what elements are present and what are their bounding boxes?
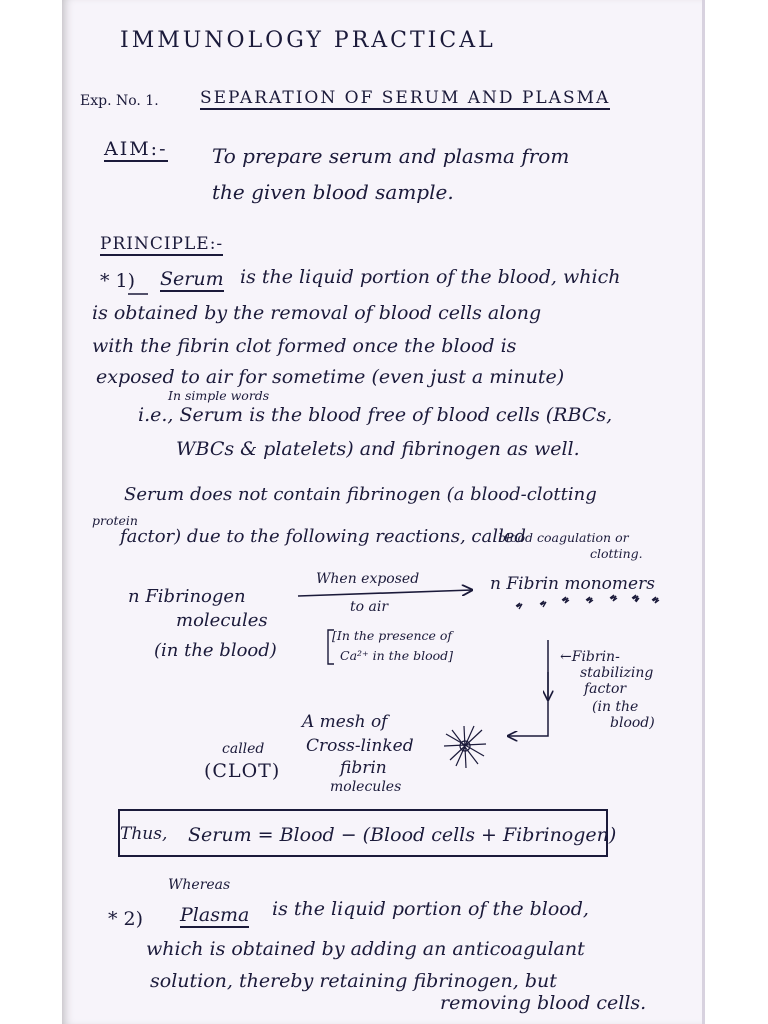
coagulation-note-2: clotting. bbox=[590, 546, 643, 561]
diagram-mesh-3: fibrin bbox=[340, 758, 387, 778]
aim-label: AIM:- bbox=[104, 138, 168, 160]
diagram-stabilizing-1: ←Fibrin- bbox=[560, 649, 620, 665]
serum-term: Serum bbox=[160, 268, 224, 290]
protein-insert: protein bbox=[92, 513, 138, 528]
plasma-bullet: * 2) bbox=[108, 908, 144, 930]
serum-line-1: is the liquid portion of the blood, which bbox=[240, 266, 621, 288]
diagram-mesh-1: A mesh of bbox=[302, 712, 388, 732]
serum-insert: In simple words bbox=[168, 388, 270, 403]
serum-bullet: * 1) bbox=[100, 270, 136, 292]
plasma-line-4: removing blood cells. bbox=[440, 992, 647, 1014]
condition-bracket bbox=[328, 630, 334, 664]
diagram-called: called bbox=[222, 741, 265, 757]
fibrinogen-line-2: factor) due to the following reactions, called bbox=[120, 526, 526, 547]
serum-line-3: with the fibrin clot formed once the blood is bbox=[92, 335, 517, 357]
serum-line-2: is obtained by the removal of blood cells along bbox=[92, 302, 542, 324]
diagram-mesh-2: Cross-linked bbox=[306, 736, 414, 756]
serum-line-5: i.e., Serum is the blood free of blood cells (RBCs, bbox=[138, 404, 613, 426]
serum-line-4: exposed to air for sometime (even just a minute) bbox=[96, 366, 565, 388]
coagulation-note-1: blood coagulation or bbox=[498, 530, 629, 545]
diagram-condition-2: Ca²⁺ in the blood] bbox=[340, 648, 453, 663]
diagram-monomers: n Fibrin monomers bbox=[490, 574, 655, 594]
stabilizing-path bbox=[508, 640, 548, 736]
diagram-stabilizing-4: (in the bbox=[592, 699, 639, 715]
experiment-name: SEPARATION OF SERUM AND PLASMA bbox=[200, 88, 611, 108]
diagram-fibrinogen-3: (in the blood) bbox=[154, 640, 277, 661]
page-title: IMMUNOLOGY PRACTICAL bbox=[120, 28, 496, 53]
fibrin-mesh-icon bbox=[444, 726, 486, 768]
whereas-insert: Whereas bbox=[168, 877, 231, 893]
diagram-stabilizing-5: blood) bbox=[610, 715, 655, 731]
diagram-stabilizing-2: stabilizing bbox=[580, 665, 654, 681]
plasma-term: Plasma bbox=[180, 904, 250, 926]
plasma-line-1: is the liquid portion of the blood, bbox=[272, 898, 589, 920]
diagram-condition-1: [In the presence of bbox=[332, 628, 453, 643]
aim-line-2: the given blood sample. bbox=[212, 180, 454, 204]
aim-line-1: To prepare serum and plasma from bbox=[212, 144, 570, 168]
diagram-fibrinogen-1: n Fibrinogen bbox=[128, 586, 246, 607]
diagram-stabilizing-3: factor bbox=[584, 681, 627, 697]
serum-line-6: WBCs & platelets) and fibrinogen as well. bbox=[176, 438, 580, 460]
reaction-arrow bbox=[298, 590, 472, 596]
fibrin-monomers-icon bbox=[516, 595, 659, 609]
diagram-arrow-bottom: to air bbox=[350, 599, 389, 615]
experiment-number: Exp. No. 1. bbox=[80, 93, 159, 109]
thus-label: Thus, bbox=[120, 824, 168, 844]
plasma-line-3: solution, thereby retaining fibrinogen, but bbox=[150, 970, 557, 992]
serum-equation: Serum = Blood − (Blood cells + Fibrinogen) bbox=[188, 824, 617, 846]
diagram-fibrinogen-2: molecules bbox=[176, 610, 268, 631]
diagram-mesh-4: molecules bbox=[330, 779, 402, 795]
diagram-arrow-top: When exposed bbox=[316, 571, 420, 587]
plasma-line-2: which is obtained by adding an anticoagulant bbox=[146, 938, 585, 960]
fibrinogen-line-1: Serum does not contain fibrinogen (a blood-clotting bbox=[124, 484, 597, 505]
principle-label: PRINCIPLE:- bbox=[100, 234, 224, 254]
diagram-clot: (CLOT) bbox=[204, 760, 281, 782]
